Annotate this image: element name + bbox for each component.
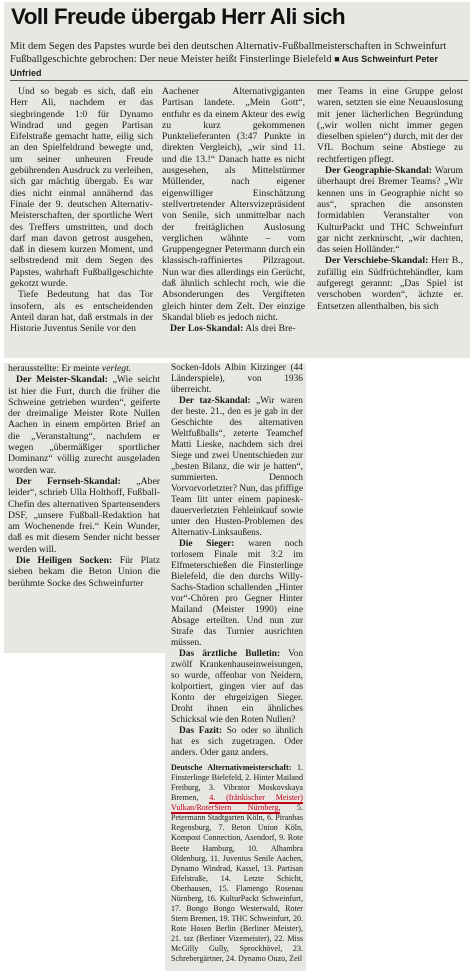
subhead: Der Fernseh-Skandal:	[16, 475, 121, 487]
highlighted-result: 4. (fränkischer Meister) Vulkan/RoterStern Nürnberg,	[171, 793, 303, 813]
subhead: Die Heiligen Socken:	[16, 555, 113, 567]
column-1	[10, 86, 153, 335]
subhead: Der Meister-Skandal:	[16, 374, 108, 386]
paragraph	[8, 363, 160, 374]
column-4	[8, 363, 160, 589]
results-heading: Deutsche Alternativmeisterschaft:	[171, 763, 292, 772]
headline: Voll Freude übergab Herr Ali sich	[11, 4, 346, 29]
paragraph-text: Als drei Bre-	[243, 323, 296, 335]
deck	[10, 40, 468, 80]
paragraph	[8, 555, 160, 589]
paragraph: Aachener Alternativgiganten Partisan landete. „Mein Gott“, entfuhr es da einem Akteur des ewig zu kurz gekommenen Punktelieferanten (3:47 Punkte in direkten Vergleich), „wir sind 11. und die 13.!“ Danach hatte es nicht ausgesehen, als Mittelstürmer Müllender, nach eigener eigenwilliger Einschätzung stellvertretender Altersvizepräsident von Senile, sich unmittelbar nach der freitäglichen Auslosung verglichen wähnte – vom Gruppengegner Petermann durch ein klassisch-raffiniertes Pilzragout. Nun war dies allerdings ein Gerücht, daß ähnlich schlecht roch, wie die Absonderungen des Vergifteten gleich hinter dem Zelt. Der einzige Skandal blieb es jedoch nicht.	[162, 86, 305, 323]
subhead: Der Los-Skandal:	[170, 323, 244, 335]
paragraph: Socken-Idols Albin Kitzinger (44 Länderspiele), von 1936 überreicht.	[171, 363, 303, 395]
subhead: Der Geographie-Skandal:	[325, 165, 433, 177]
paragraph	[171, 649, 303, 726]
deck-text: Mit dem Segen des Papstes wurde bei den deutschen Alternativ-Fußballmeisterschaften in Schweinfurt Fußballgeschichte gebrochen: Der neue Meister heißt Finsterlinge Bielefeld	[10, 41, 447, 66]
column-2	[162, 86, 305, 335]
paragraph: mer Teams in eine Gruppe gelost waren, setzten sie eine Neuauslosung mit jener lächerlichen Begründung („wir wollen nicht immer gegen dieselben spielen“) durch, mit der der VfL Bochum seine Abstiege zu rechtfertigen pflegt.	[317, 86, 463, 165]
article-clipping-top	[4, 2, 470, 358]
results-text: 5. Petermann Stadtgarten Köln, 6. Piranhas Regensburg, 7. Beton Union Köln, Kompost Connection, Asendorf, 9. Rote Beete Hamburg, 10. Alhambra Oldenburg, 11. Juventus Senile Aachen, Dynamo Windrad, Kassel, 13. Partisan Eifelstraße, 14. Letzte Schicht, Oberhausen, 15. Flamengo Rosenau Nürnberg, 16. KulturPackt Schweinfurt, 17. Bongo Bongo Westerwald, Roter Stern Bremen, 19. THC Schweinfurt, 20. Rote Hosen Berlin (Berliner Meister), 21. taz (Berliner Vizemeister), 22. Miss McGilly Gully, Sprockhövel, 23. Schrebergärtner, 24. Dynamo Ouzo, Zeil	[171, 803, 303, 964]
paragraph	[8, 476, 160, 555]
subhead: Der Verschiebe-Skandal:	[325, 255, 429, 267]
paragraph	[171, 726, 303, 759]
divider	[10, 80, 468, 81]
paragraph-text: „Wie seicht ist hier die Furt, durch die früher die Schweine getrieben wurden“, geiferte der dreimalige Meister Rote Nullen Aachen in einem empörten Brief an die „Veranstaltung“, nachdem er wegen „übermäßiger sportlicher Dominanz“ völlig zurecht ausgeladen worden war.	[8, 374, 160, 476]
paragraph: Und so begab es sich, daß ein Herr Ali, nachdem er das siegbringende 1:0 für Dynamo Windrad und gegen Partisan Eifelstraße gemacht hatte, eilig sich an den Spielfeldrand bewegte und, um seiner unheuren Freude gebührenden Ausdruck zu verleihen, sich gar mächtig übergab. Es war dies nicht einmal annähernd das Finale der 9. deutschen Alternativ-Meisterschaften, der sportliche Wert des Treffers umstritten, und doch darf man davon getrost ausgehen, daß in diesem kurzen Moment, und selbstredend mit dem Segen des Papstes, wahrhaft Fußballgeschichte gekotzt wurde.	[10, 86, 153, 290]
subhead: Der taz-Skandal:	[179, 396, 251, 406]
paragraph-text: Von zwölf Krankenhauseinweisungen, so wurde, offenbar von Neidern, kolportiert, gingen vier auf das Konto der ehrgeizigen Sieger. Droht ihnen ein ähnliches Schicksal wie den Roten Nullen?	[171, 649, 304, 725]
paragraph-text: „Aber leider“, schrieb Ulla Holthoff, Fußball-Chefin des alternativen Spartensenders DSF, „unsere Fußball-Redaktion hat am Wochenende frei.“ Kein Wunder, daß es mit diesem Sender nicht besser werden will.	[8, 475, 160, 555]
paragraph	[162, 323, 305, 334]
column-5	[171, 363, 303, 964]
emphasis: verlegt.	[101, 363, 132, 374]
paragraph	[171, 396, 303, 539]
paragraph-text: So oder so ähnlich hat es sich zugetragen. Oder anders. Oder ganz anders.	[171, 726, 303, 758]
results-table	[171, 763, 303, 964]
subhead: Das Fazit:	[179, 726, 223, 736]
subhead: Die Sieger:	[179, 539, 235, 549]
paragraph-text: herausstellte: Er meinte	[8, 363, 102, 374]
paragraph	[317, 255, 463, 311]
paragraph-text: „Wir waren der beste. 21., den es je gab in der Geschichte des alternativen Weltfußballs“, zeterte Teamchef Matti Lieske, nachdem sich drei Siege und zwei Unentschieden zur „besten Bilanz, die wir je hatten“, summierten. Dennoch Vorvorvorletzter? Nun, das pfiffige Team litt unter einem papinesk-dauerverletzten Fehleinkauf sowie unter den Husten-Problemen des Alternativ-Linksaußens.	[171, 396, 303, 538]
byline: ■ Aus Schweinfurt Peter Unfried	[10, 54, 438, 78]
paragraph	[171, 539, 303, 649]
paragraph-text: Für Platz sieben bekam die Beton Union die berühmte Socke des Schweinfurter	[8, 555, 160, 589]
paragraph-text: waren noch torlosem Finale mit 3:2 im Elfmeterschießen die Finsterlinge Bielefeld, die den durchs Willy-Sachs-Stadion schallenden „Hinter vor“-Chören pro Gegner Hinter Mailand (Meister 1990) eine Absage erteilten. Und nun zur Strafe das Turnier ausrichten müssen.	[171, 539, 303, 648]
paragraph-text: Herr B., zufällig ein Südfrüchtehändler, kam aufgeregt gerannt: „Das Spiel ist verschoben worden“, ächzte er. Entsetzen allenthalben, bis sich	[317, 255, 463, 312]
paragraph	[8, 374, 160, 476]
paragraph: Tiefe Bedeutung hat das Tor insofern, als es entscheidenden Anteil daran hat, daß erstmals in der Historie Juventus Senile vor den	[10, 289, 153, 335]
paragraph	[317, 165, 463, 255]
results-text: 1. Finsterlinge Bielefeld, 2. Hinter Mailand Freiburg, 3. Vibrator Moskovskaya Bremen,	[171, 763, 304, 803]
article-clipping-left	[4, 363, 165, 653]
column-3	[317, 86, 463, 312]
subhead: Das ärztliche Bulletin:	[179, 649, 281, 659]
article-clipping-right	[165, 363, 306, 971]
paragraph-text: Warum überhaupt drei Bremer Teams? „Wir kennen uns in Geographie nicht so aus“, sprachen die ansonsten formidablen Veranstalter von KulturPackt und THC Schweinfurt gar nicht zerknirscht, „wir dachten, das seien Holländer.“	[317, 165, 463, 256]
